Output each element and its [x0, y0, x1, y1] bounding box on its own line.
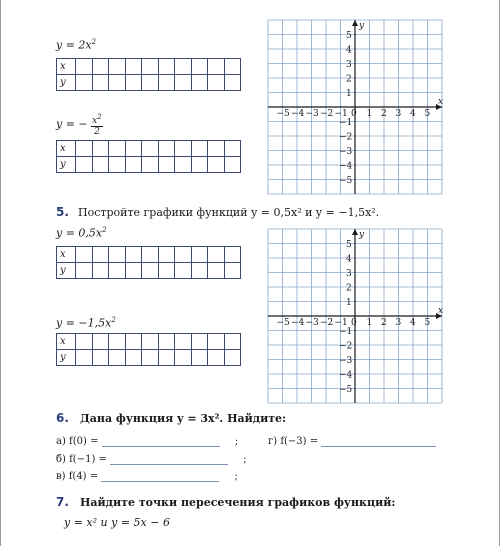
- cell[interactable]: [191, 59, 208, 75]
- cell[interactable]: [175, 141, 192, 157]
- cell[interactable]: [208, 334, 225, 350]
- cell[interactable]: [125, 247, 142, 263]
- cell[interactable]: [208, 350, 225, 366]
- cell[interactable]: [208, 59, 225, 75]
- cell[interactable]: [76, 247, 93, 263]
- cell[interactable]: [224, 263, 241, 279]
- cell[interactable]: [142, 75, 159, 91]
- cell[interactable]: [109, 350, 126, 366]
- x-tick-label: 4: [410, 318, 416, 328]
- x-tick-label: −1: [334, 109, 348, 119]
- y-axis-arrow-icon: [352, 229, 358, 235]
- cell[interactable]: [191, 247, 208, 263]
- cell[interactable]: [158, 157, 175, 173]
- cell[interactable]: [175, 75, 192, 91]
- y-tick-label: 5: [346, 31, 352, 41]
- cell[interactable]: [191, 263, 208, 279]
- cell[interactable]: [224, 59, 241, 75]
- cell[interactable]: [92, 263, 109, 279]
- x-tick-label: 3: [395, 318, 402, 328]
- cell[interactable]: [191, 157, 208, 173]
- table-y-label: y: [57, 157, 76, 173]
- x-tick-label: −4: [291, 109, 305, 119]
- cell[interactable]: [92, 350, 109, 366]
- cell[interactable]: [109, 75, 126, 91]
- cell[interactable]: [109, 141, 126, 157]
- cell[interactable]: [92, 59, 109, 75]
- x-tick-label: 1: [366, 109, 373, 119]
- table-x-label: x: [57, 247, 76, 263]
- cell[interactable]: [142, 59, 159, 75]
- cell[interactable]: [142, 263, 159, 279]
- task-5-text: Постройте графики функций y = 0,5x² и y = −1,5x².: [78, 206, 380, 219]
- cell[interactable]: [208, 263, 225, 279]
- task-number-6: 6.: [56, 411, 69, 425]
- cell[interactable]: [224, 334, 241, 350]
- y-axis-arrow-icon: [352, 20, 358, 26]
- cell[interactable]: [175, 334, 192, 350]
- x-tick-label: 0: [351, 318, 357, 328]
- task-6-text: Дана функция y = 3x². Найдите:: [80, 412, 287, 425]
- x-tick-label: 2: [381, 109, 387, 119]
- x-tick-label: −2: [320, 318, 334, 328]
- cell[interactable]: [224, 75, 241, 91]
- y-tick-label: −3: [339, 147, 353, 157]
- y-tick-label: −1: [339, 118, 353, 128]
- cell[interactable]: [125, 141, 142, 157]
- x-tick-label: 0: [351, 109, 357, 119]
- y-tick-label: −5: [339, 385, 353, 395]
- x-tick-label: −4: [291, 318, 305, 328]
- y-tick-label: 4: [346, 254, 352, 265]
- cell[interactable]: [125, 263, 142, 279]
- y-tick-label: −3: [339, 356, 353, 366]
- y-tick-label: −2: [339, 132, 353, 143]
- cell[interactable]: [158, 247, 175, 263]
- cell[interactable]: [208, 141, 225, 157]
- cell[interactable]: [175, 59, 192, 75]
- answer-line[interactable]: [101, 481, 219, 482]
- coordinate-grid-1[interactable]: [265, 18, 445, 198]
- x-tick-label: 5: [424, 109, 431, 119]
- table-x-label: x: [57, 141, 76, 157]
- y-tick-label: 1: [346, 298, 352, 308]
- y-axis-label: y: [359, 21, 365, 31]
- cell[interactable]: [125, 350, 142, 366]
- cell[interactable]: [109, 59, 126, 75]
- cell[interactable]: [224, 350, 241, 366]
- cell[interactable]: [76, 157, 93, 173]
- value-table-1: [56, 58, 241, 91]
- cell[interactable]: [142, 141, 159, 157]
- answer-f-3: г) f(−3) =: [268, 436, 436, 447]
- y-tick-label: −1: [339, 327, 353, 337]
- y-tick-label: 3: [346, 60, 352, 70]
- cell[interactable]: [109, 157, 126, 173]
- table-x-label: x: [57, 334, 76, 350]
- cell[interactable]: [92, 75, 109, 91]
- cell[interactable]: [92, 247, 109, 263]
- cell[interactable]: [158, 75, 175, 91]
- cell[interactable]: [109, 263, 126, 279]
- answer-line[interactable]: [102, 446, 220, 447]
- y-tick-label: −4: [339, 370, 353, 381]
- equation-y-minus-x2-over-2: y = − $\frac{x^2}{2}$: [56, 113, 102, 137]
- y-axis-label: y: [359, 230, 365, 240]
- y-tick-label: 5: [346, 240, 352, 250]
- cell[interactable]: [158, 141, 175, 157]
- answer-f0: а) f(0) = ;: [56, 436, 239, 447]
- cell[interactable]: [208, 75, 225, 91]
- table-x-label: x: [57, 59, 76, 75]
- cell[interactable]: [76, 263, 93, 279]
- cell[interactable]: [76, 141, 93, 157]
- cell[interactable]: [92, 157, 109, 173]
- answer-f-1: б) f(−1) = ;: [56, 454, 247, 465]
- cell[interactable]: [191, 141, 208, 157]
- x-tick-label: −1: [334, 318, 348, 328]
- x-tick-label: 4: [410, 109, 416, 119]
- x-tick-label: −3: [305, 109, 319, 119]
- y-tick-label: −4: [339, 161, 353, 172]
- x-tick-label: −5: [276, 318, 290, 328]
- answer-line[interactable]: [110, 464, 228, 465]
- x-tick-label: 3: [395, 109, 402, 119]
- cell[interactable]: [76, 59, 93, 75]
- equation-y-0.5x2: $y = 0,5x^2$: [56, 226, 107, 240]
- cell[interactable]: [109, 334, 126, 350]
- y-tick-label: −5: [339, 176, 353, 186]
- cell[interactable]: [125, 59, 142, 75]
- x-tick-label: −3: [305, 318, 319, 328]
- cell[interactable]: [158, 350, 175, 366]
- table-y-label: y: [57, 75, 76, 91]
- equation-intersection: y = x² и y = 5x − 6: [64, 516, 170, 529]
- x-axis-label: x: [438, 97, 444, 107]
- cell[interactable]: [76, 75, 93, 91]
- cell[interactable]: [125, 157, 142, 173]
- cell[interactable]: [175, 263, 192, 279]
- cell[interactable]: [76, 334, 93, 350]
- cell[interactable]: [142, 350, 159, 366]
- equation-y-2x2: $y = 2x^2$: [56, 38, 97, 52]
- cell[interactable]: [208, 157, 225, 173]
- cell[interactable]: [142, 247, 159, 263]
- cell[interactable]: [191, 350, 208, 366]
- cell[interactable]: [158, 59, 175, 75]
- cell[interactable]: [175, 247, 192, 263]
- y-tick-label: −2: [339, 341, 353, 352]
- cell[interactable]: [125, 334, 142, 350]
- x-tick-label: −2: [320, 109, 334, 119]
- cell[interactable]: [175, 157, 192, 173]
- y-tick-label: 1: [346, 89, 352, 99]
- cell[interactable]: [224, 247, 241, 263]
- cell[interactable]: [175, 350, 192, 366]
- task-number-5: 5.: [56, 205, 69, 219]
- task-number-7: 7.: [56, 495, 69, 509]
- table-y-label: y: [57, 350, 76, 366]
- equation-y-minus-1.5x2: $y = -1,5x^2$: [56, 316, 116, 330]
- coordinate-grid-2[interactable]: [265, 227, 445, 407]
- y-tick-label: 3: [346, 269, 352, 279]
- task-7-text: Найдите точки пересечения графиков функций:: [80, 496, 396, 509]
- cell[interactable]: [142, 334, 159, 350]
- cell[interactable]: [109, 247, 126, 263]
- value-table-3: [56, 246, 241, 279]
- cell[interactable]: [158, 263, 175, 279]
- value-table-4: [56, 333, 241, 366]
- table-y-label: y: [57, 263, 76, 279]
- cell[interactable]: [191, 334, 208, 350]
- cell[interactable]: [158, 334, 175, 350]
- x-tick-label: −5: [276, 109, 290, 119]
- x-tick-label: 5: [424, 318, 431, 328]
- y-tick-label: 2: [346, 283, 352, 294]
- answer-line[interactable]: [321, 446, 436, 447]
- x-axis-label: x: [438, 306, 444, 316]
- answer-f4: в) f(4) = ;: [56, 471, 238, 482]
- cell[interactable]: [76, 350, 93, 366]
- value-table-2: [56, 140, 241, 173]
- cell[interactable]: [92, 334, 109, 350]
- cell[interactable]: [125, 75, 142, 91]
- x-tick-label: 1: [366, 318, 373, 328]
- cell[interactable]: [224, 157, 241, 173]
- y-tick-label: 4: [346, 45, 352, 56]
- y-tick-label: 2: [346, 74, 352, 85]
- x-tick-label: 2: [381, 318, 387, 328]
- page-border-left: [0, 0, 1, 546]
- cell[interactable]: [208, 247, 225, 263]
- cell[interactable]: [224, 141, 241, 157]
- cell[interactable]: [92, 141, 109, 157]
- cell[interactable]: [191, 75, 208, 91]
- cell[interactable]: [142, 157, 159, 173]
